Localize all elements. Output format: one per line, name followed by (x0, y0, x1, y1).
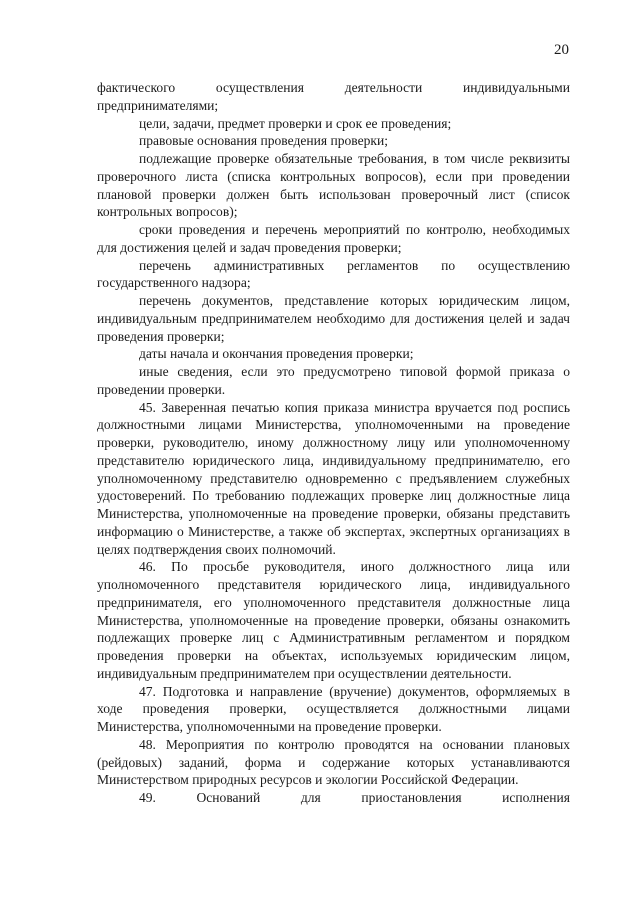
page-number: 20 (554, 42, 569, 58)
body-text (97, 79, 570, 807)
paragraph-item-legal-basis: правовые основания проведения проверки; (139, 133, 388, 149)
paragraph-48: 48. Мероприятия по контролю проводятся на основании плановых (рейдовых) заданий, форма и содержание которых устанавливаются Министерством природных ресурсов и экологии Российской Федерации. (97, 736, 570, 788)
paragraph-item-dates: даты начала и окончания проведения проверки; (139, 346, 414, 362)
paragraph-45: 45. Заверенная печатью копия приказа министра вручается под роспись должностными лицами Министерства, уполномоченными на проведение проверки, руководителю, иному должностному лицу или уполномоченному представителю юридического лица, индивидуальному предпринимателю, его уполномоченному представителю одновременно с предъявлением служебных удостоверений. По требованию подлежащих проверке лиц должностные лица Министерства, уполномоченные на проведение проверки, обязаны представить информацию о Министерстве, а также об экспертах, экспертных организациях в целях подтверждения своих полномочий. (97, 399, 570, 557)
paragraph-item-documents: перечень документов, представление которых юридическим лицом, индивидуальным предпринимателем необходимо для достижения целей и задач проведения проверки; (97, 293, 570, 344)
paragraph-item-goals: цели, задачи, предмет проверки и срок ее проведения; (139, 115, 452, 131)
paragraph-46: 46. По просьбе руководителя, иного должностного лица или уполномоченного представителя юридического лица, индивидуального предпринимателя, его уполномоченного представителя должностные лица Министерства, уполномоченные на проведение проверки, обязаны ознакомить подлежащих проверке лиц с Административным регламентом и порядком проведения проверки на объектах, используемых юридическим лицом, индивидуальным предпринимателем при осуществлении деятельности. (97, 559, 570, 681)
paragraph-item-terms: сроки проведения и перечень мероприятий по контролю, необходимых для достижения целей и задач проведения проверки; (97, 222, 570, 255)
paragraph-49: 49. Оснований для приостановления исполнения (139, 790, 570, 805)
paragraph-47: 47. Подготовка и направление (вручение) документов, оформляемых в ходе проведения проверки, осуществляется должностными лицами Министерства, уполномоченными на проведение проверки. (97, 683, 570, 734)
paragraph-continuation: фактического осуществления деятельности индивидуальными предпринимателями; (97, 80, 570, 113)
paragraph-item-requirements: подлежащие проверке обязательные требования, в том числе реквизиты проверочного листа (списка контрольных вопросов), если при проведении плановой проверки должен быть использован проверочный лист (список контрольных вопросов); (97, 151, 570, 220)
paragraph-item-regulations: перечень административных регламентов по осуществлению государственного надзора; (97, 257, 570, 291)
paragraph-item-other: иные сведения, если это предусмотрено типовой формой приказа о проведении проверки. (97, 364, 570, 397)
